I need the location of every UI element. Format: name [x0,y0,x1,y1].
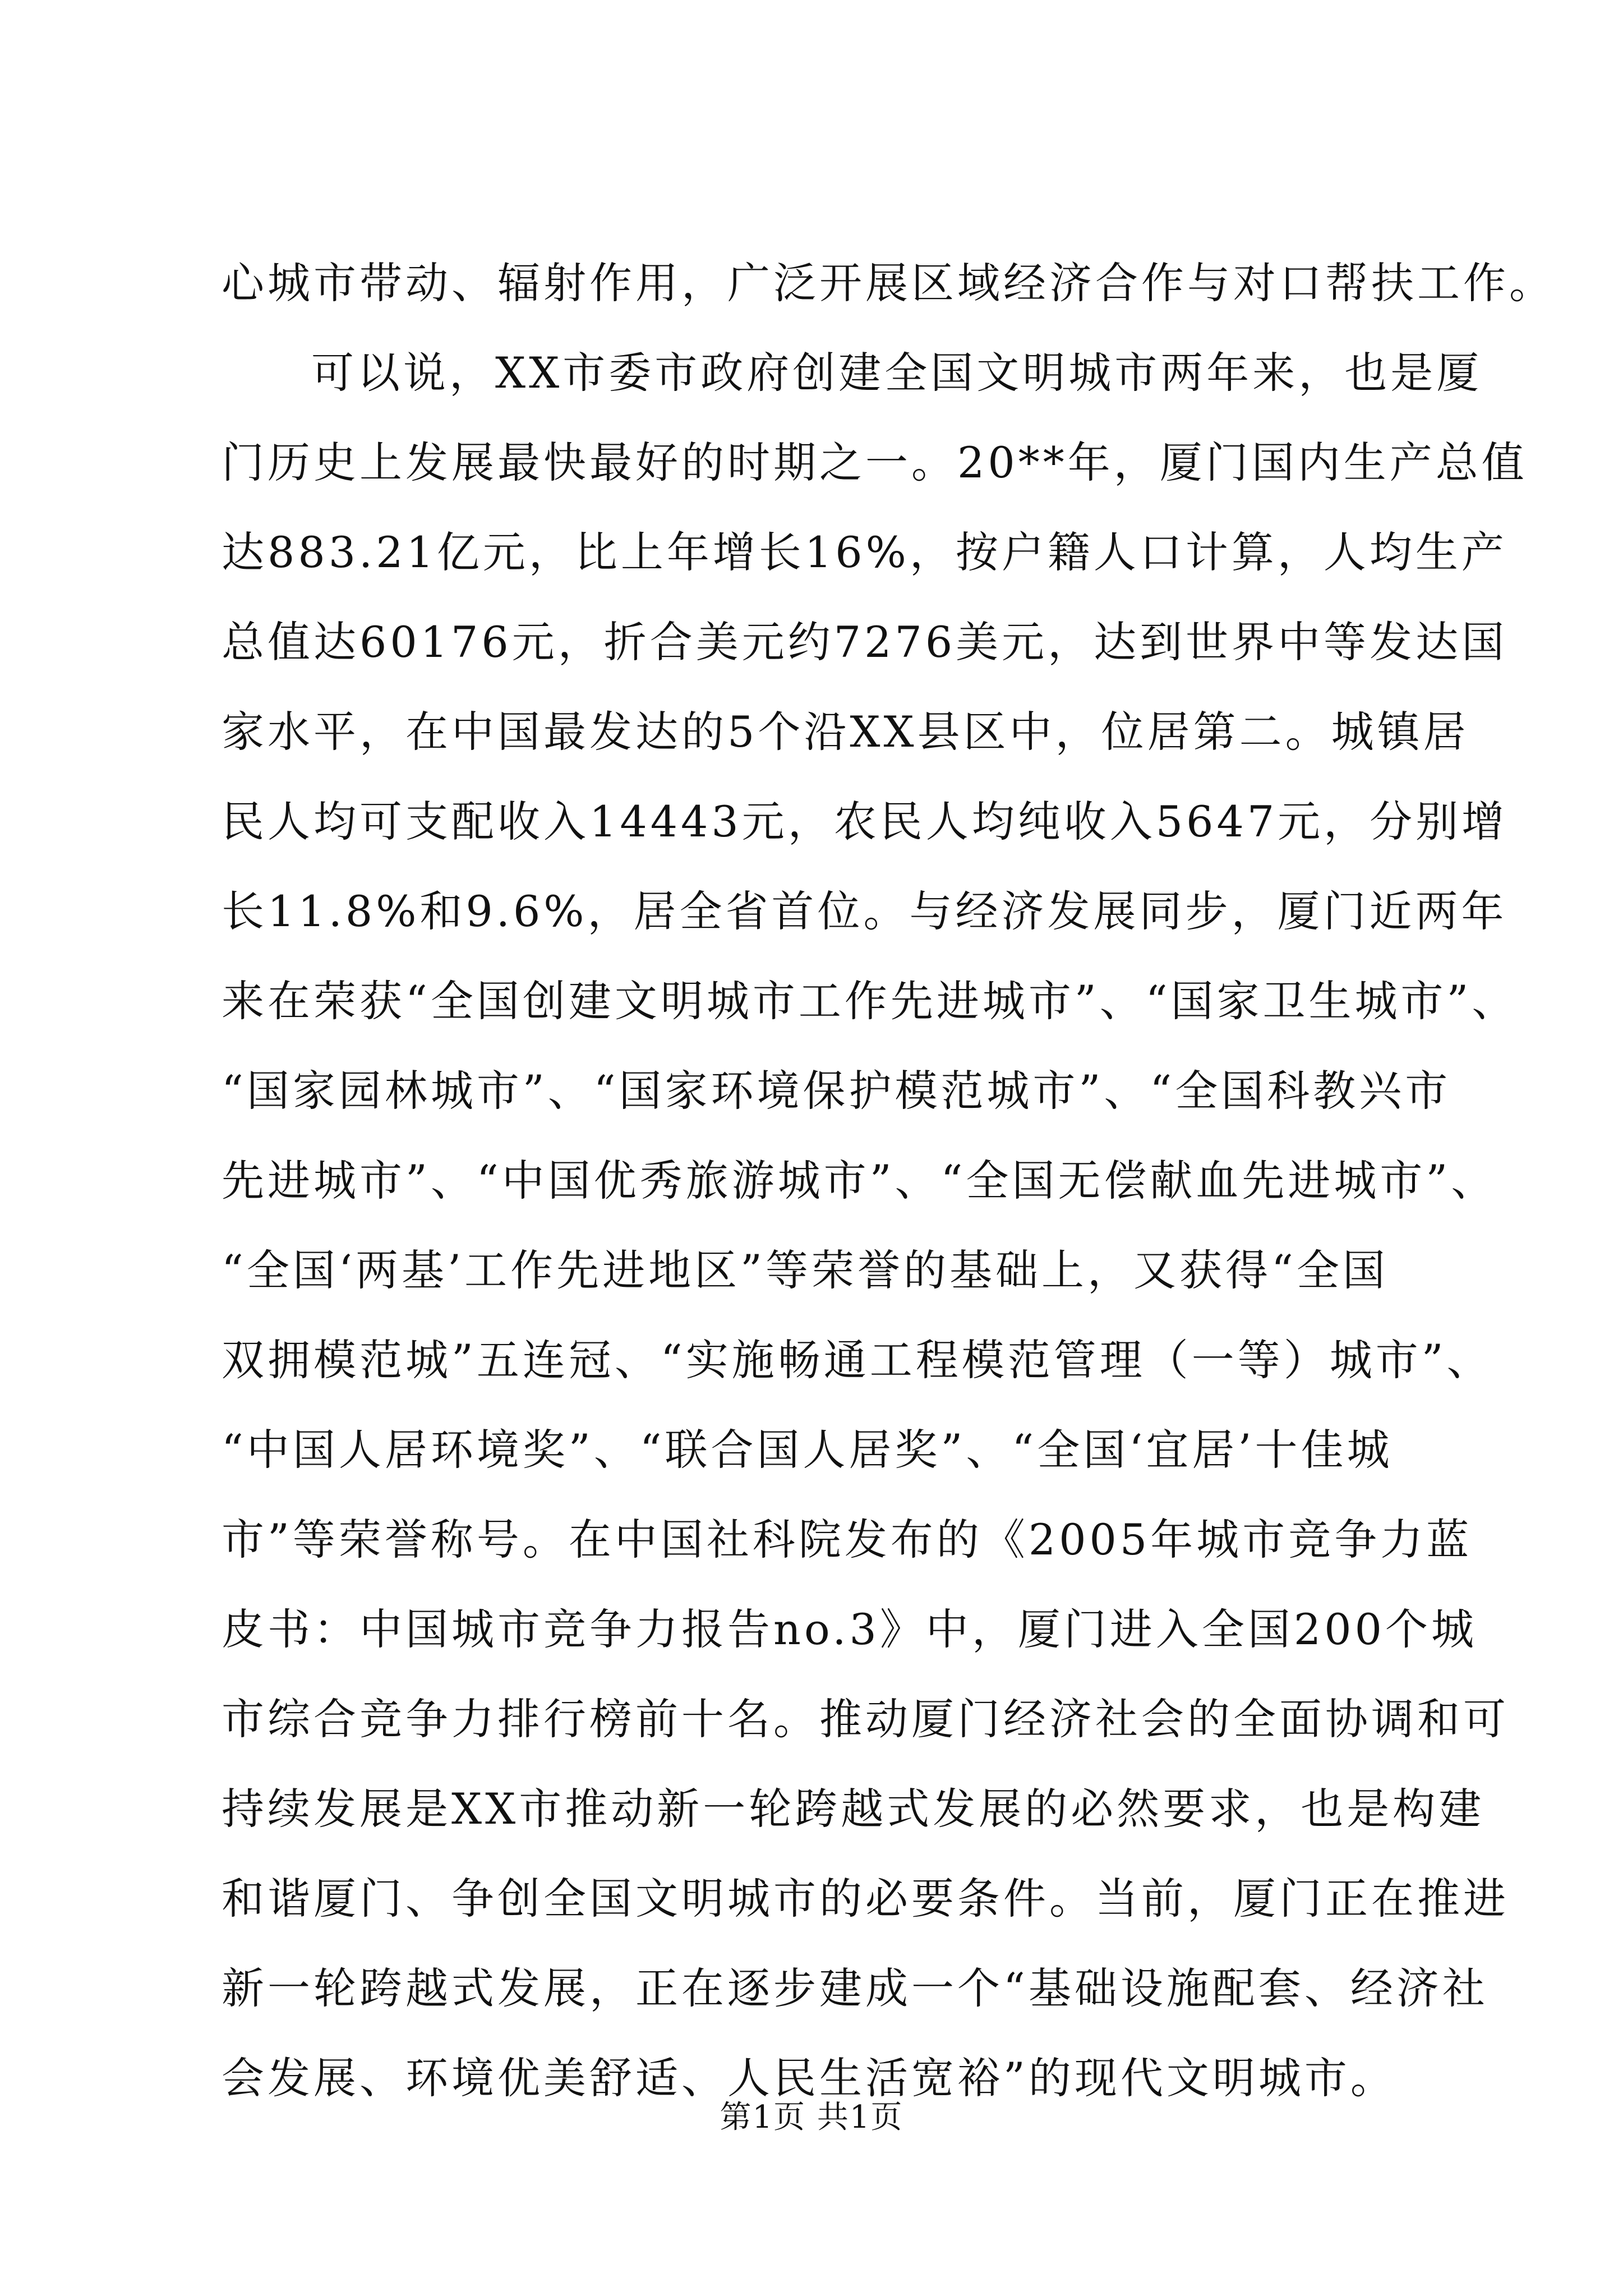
text-line: 市综合竞争力排行榜前十名。推动厦门经济社会的全面协调和可 [222,1694,1509,1744]
text-line: 皮书：中国城市竞争力报告no.3》中，厦门进入全国200个城 [222,1604,1477,1654]
text-line: 达883.21亿元，比上年增长16%，按户籍人口计算，人均生产 [222,527,1507,577]
text-line: 会发展、环境优美舒适、人民生活宽裕”的现代文明城市。 [222,2053,1396,2103]
text-line: 来在荣获“全国创建文明城市工作先进城市”、“国家卫生城市”、 [222,976,1518,1026]
text-line: “全国‘两基’工作先进地区”等荣誉的基础上，又获得“全国 [222,1245,1389,1295]
text-line: 总值达60176元，折合美元约7276美元，达到世界中等发达国 [222,617,1508,667]
body-text [222,238,1555,2123]
text-line: 民人均可支配收入14443元，农民人均纯收入5647元，分别增 [222,797,1508,846]
text-line: 和谐厦门、争创全国文明城市的必要条件。当前，厦门正在推进 [222,1874,1509,1924]
text-line: 新一轮跨越式发展，正在逐步建成一个“基础设施配套、经济社 [222,1963,1488,2013]
text-line: 市”等荣誉称号。在中国社科院发布的《2005年城市竞争力蓝 [222,1515,1473,1565]
text-line: 心城市带动、辐射作用，广泛开展区域经济合作与对口帮扶工作。 [222,258,1555,308]
text-line: 持续发展是XX市推动新一轮跨越式发展的必然要求，也是构建 [222,1784,1485,1834]
text-line: 双拥模范城”五连冠、“实施畅通工程模范管理（一等）城市”、 [222,1335,1493,1385]
page-number-footer: 第1页 共1页 [720,2099,903,2136]
text-line: 门历史上发展最快最好的时期之一。20**年，厦门国内生产总值 [222,438,1528,487]
text-line: 家水平，在中国最发达的5个沿XX县区中，位居第二。城镇居 [222,707,1469,757]
text-line: “中国人居环境奖”、“联合国人居奖”、“全国‘宜居’十佳城 [222,1425,1393,1475]
text-line: “国家园林城市”、“国家环境保护模范城市”、“全国科教兴市 [222,1066,1451,1116]
text-line: 先进城市”、“中国优秀旅游城市”、“全国无偿献血先进城市”、 [222,1156,1497,1205]
text-line: 长11.8%和9.6%，居全省首位。与经济发展同步，厦门近两年 [222,886,1507,936]
paragraph-first-line: 可以说，XX市委市政府创建全国文明城市两年来，也是厦 [311,348,1483,398]
